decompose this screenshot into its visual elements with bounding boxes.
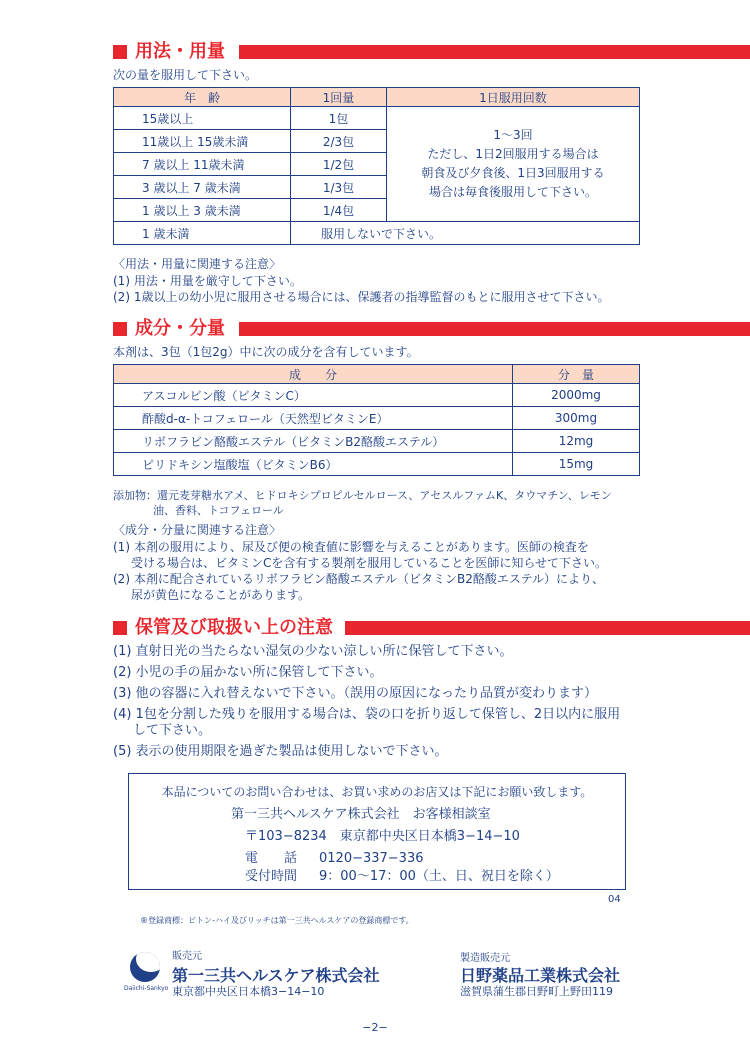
contact-hours: 9：00〜17：00（土、日、祝日を除く） [319,869,559,884]
ingredients-table [113,364,640,476]
contact-box [128,773,626,890]
age-cell: 1 歳以上 3 歳未満 [114,199,291,222]
dosage-title: 用法・用量 [135,41,225,62]
heading-bar [239,45,750,59]
age-cell: 7 歳以上 11歳未満 [114,153,291,176]
frequency-line: 場合は毎食後服用して下さい。 [428,185,597,199]
age-cell: 15歳以上 [114,107,291,130]
seller-label: 販売元 [172,951,202,962]
ingredients-note: 受ける場合は、ビタミンCを含有する製剤を服用していることを医師に知らせて下さい。 [131,556,608,570]
age-cell: 1 歳未満 [114,222,291,245]
amount-cell: 2000mg [513,384,640,407]
manufacturer-name: 日野薬品工業株式会社 [460,966,621,985]
ingredients-intro: 本剤は、3包（1包2g）中に次の成分を含有しています。 [113,345,419,359]
manufacturer-address: 滋賀県蒲生郡日野町上野田119 [460,985,613,998]
ingredients-title: 成分・分量 [135,318,225,339]
ingredients-notes-title: 〈成分・分量に関連する注意〉 [113,523,282,537]
storage-item: (3) 他の容器に入れ替えないで下さい。（誤用の原因になったり品質が変わります） [113,686,598,701]
contact-hours-label: 受付時間 [245,869,298,884]
age-cell: 3 歳以上 7 歳未満 [114,176,291,199]
dose-cell: 1/3包 [291,176,387,199]
header-dose: 1回量 [291,88,387,107]
age-cell: 11歳以上 15歳未満 [114,130,291,153]
ingredient-cell: 酢酸d-α-トコフェロール（天然型ビタミンE） [114,407,513,430]
frequency-line: 1～3回 [493,128,533,142]
document-code: 04 [608,894,621,905]
contact-phone-label: 電 話 [245,851,298,866]
header-ingredient: 成 分 [114,365,513,384]
dose-cell: 2/3包 [291,130,387,153]
dosage-note: (2) 1歳以上の幼小児に服用させる場合には、保護者の指導監督のもとに服用させて下さい。 [113,290,610,304]
dosage-intro: 次の量を服用して下さい。 [113,68,258,82]
heading-square-icon [113,621,127,635]
amount-cell: 300mg [513,407,640,430]
dosage-table [113,87,640,245]
dose-cell: 1/4包 [291,199,387,222]
contact-company: 第一三共ヘルスケア株式会社 お客様相談室 [231,807,491,822]
table-row [114,107,640,130]
additives-line: 添加物：還元麦芽糖水アメ、ヒドロキシプロピルセルロース、アセスルファムK、タウマチン、レモン [113,489,612,502]
heading-square-icon [113,322,127,336]
storage-item: (1) 直射日光の当たらない湿気の少ない涼しい所に保管して下さい。 [113,644,513,659]
storage-item: (5) 表示の使用期限を過ぎた製品は使用しないで下さい。 [113,744,448,759]
logo-text: Daiichi-Sankyo [124,985,169,992]
dose-cell: 服用しないで下さい。 [291,222,640,245]
table-row [114,384,640,407]
heading-bar [345,621,750,635]
storage-item: (4) 1包を分割した残りを服用する場合は、袋の口を折り返して保管し、2日以内に服用 [113,707,621,722]
seller-address: 東京都中央区日本橋3−14−10 [172,985,325,998]
ingredient-cell: リボフラビン酪酸エステル（ビタミンB2酪酸エステル） [114,430,513,453]
contact-phone: 0120−337−336 [319,851,424,866]
storage-title: 保管及び取扱い上の注意 [135,617,333,638]
header-age: 年 齢 [114,88,291,107]
trademark-note: ®登録商標：ビトン-ハイ及びリッチは第一三共ヘルスケアの登録商標です。 [140,916,414,925]
amount-cell: 15mg [513,453,640,476]
frequency-line: ただし、1日2回服用する場合は [427,147,599,161]
contact-intro: 本品についてのお問い合わせは、お買い求めのお店又は下記にお願い致します。 [161,785,593,799]
seller-name: 第一三共ヘルスケア株式会社 [172,966,380,985]
dosage-notes-title: 〈用法・用量に関連する注意〉 [113,257,282,271]
storage-item: して下さい。 [133,723,212,738]
contact-address: 〒103−8234 東京都中央区日本橋3−14−10 [245,829,520,844]
frequency-line: 朝食及び夕食後、1日3回服用する [421,166,605,180]
ingredients-note: (2) 本剤に配合されているリボフラビン酪酸エステル（ビタミンB2酪酸エステル）により、 [113,572,605,586]
ingredient-cell: アスコルビン酸（ビタミンC） [114,384,513,407]
additives-line: 油、香料、トコフェロール [153,504,284,517]
header-amount: 分 量 [513,365,640,384]
ingredients-note: (1) 本剤の服用により、尿及び便の検査値に影響を与えることがあります。医師の検査を [113,540,589,554]
table-row [114,430,640,453]
dosage-note: (1) 用法・用量を厳守して下さい。 [113,274,302,288]
ingredient-cell: ピリドキシン塩酸塩（ビタミンB6） [114,453,513,476]
manufacturer-label: 製造販売元 [460,953,510,964]
heading-bar [239,322,750,336]
heading-square-icon [113,45,127,59]
header-frequency: 1日服用回数 [387,88,640,107]
page-number: −2− [362,1021,388,1034]
amount-cell: 12mg [513,430,640,453]
storage-item: (2) 小児の手の届かない所に保管して下さい。 [113,665,383,680]
table-row [114,407,640,430]
dose-cell: 1/2包 [291,153,387,176]
table-row [114,453,640,476]
ingredients-note: 尿が黄色になることがあります。 [131,588,311,602]
daiichi-sankyo-logo-icon [130,952,160,982]
dose-cell: 1包 [291,107,387,130]
frequency-cell [387,107,640,222]
table-row [114,222,640,245]
